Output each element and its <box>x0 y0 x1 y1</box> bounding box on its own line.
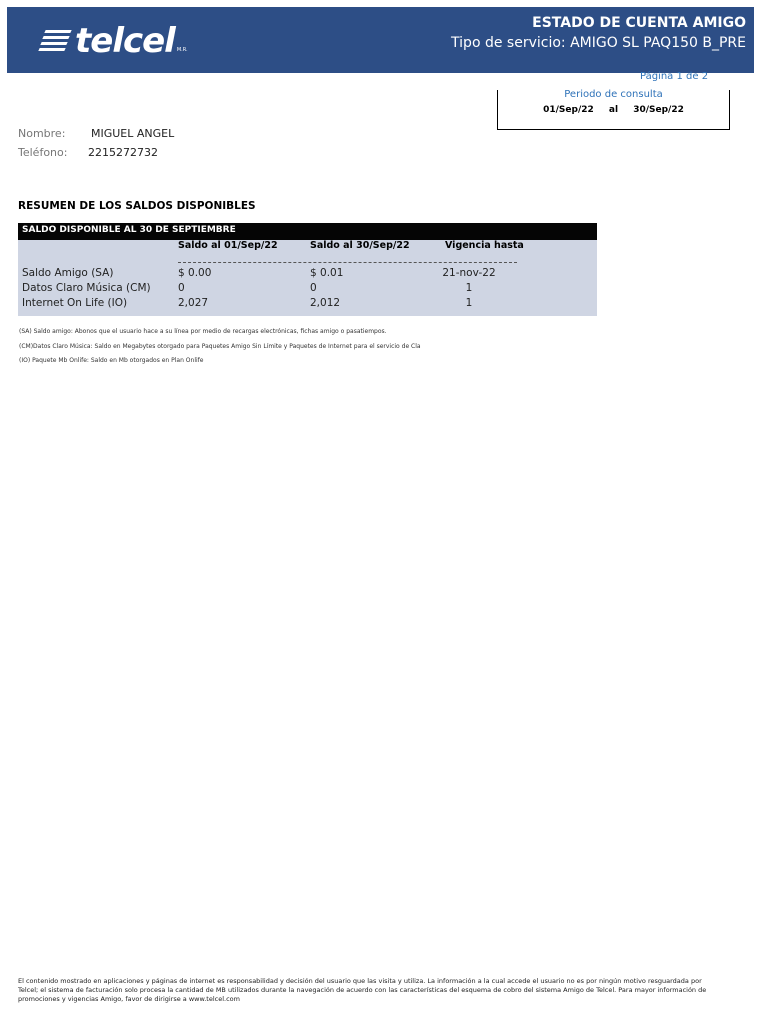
customer-phone: 2215272732 <box>88 146 158 159</box>
summary-title: RESUMEN DE LOS SALDOS DISPONIBLES <box>18 200 256 212</box>
telcel-logo-icon <box>37 28 73 54</box>
period-from: 01/Sep/22 <box>543 105 594 115</box>
row-start-balance: $ 0.00 <box>178 267 212 279</box>
column-header-start: Saldo al 01/Sep/22 <box>178 240 278 251</box>
row-valid-until: 1 <box>465 297 473 309</box>
row-label: Datos Claro Música (CM) <box>22 282 151 294</box>
column-header-valid: Vigencia hasta <box>445 240 524 251</box>
logo-wordmark: telcel <box>75 21 175 61</box>
row-valid-until: 1 <box>465 282 473 294</box>
row-start-balance: 0 <box>178 282 185 294</box>
balance-table <box>18 223 597 316</box>
row-end-balance: 0 <box>310 282 317 294</box>
row-start-balance: 2,027 <box>178 297 209 309</box>
row-valid-until: 21-nov-22 <box>442 267 496 279</box>
row-end-balance: 2,012 <box>310 297 341 309</box>
footnote-cm: (CM)Datos Claro Música: Saldo en Megabytes otorgado para Paquetes Amigo Sin Límite y Paquetes de Internet para el servicio de Cla <box>19 343 421 350</box>
period-dates <box>498 105 729 115</box>
page-number: Página 1 de 2 <box>640 71 709 82</box>
document-title: ESTADO DE CUENTA AMIGO <box>532 15 746 31</box>
row-label: Internet On Life (IO) <box>22 297 128 309</box>
query-period-box <box>497 90 730 130</box>
balance-table-title: SALDO DISPONIBLE AL 30 DE SEPTIEMBRE <box>22 225 236 235</box>
customer-name: MIGUEL ANGEL <box>91 127 175 140</box>
column-header-end: Saldo al 30/Sep/22 <box>310 240 410 251</box>
service-type: Tipo de servicio: AMIGO SL PAQ150 B_PRE <box>451 35 746 51</box>
phone-label: Teléfono: <box>18 146 68 159</box>
period-to: 30/Sep/22 <box>633 105 684 115</box>
balance-table-header <box>18 223 597 240</box>
telcel-logo <box>37 21 188 61</box>
document-header <box>7 7 754 73</box>
row-end-balance: $ 0.01 <box>310 267 344 279</box>
period-label: Periodo de consulta <box>498 89 729 101</box>
logo-registered-mark: M.R. <box>176 47 188 53</box>
footnote-sa: (SA) Saldo amigo: Abonos que el usuario hace a su línea por medio de recargas electrónicas, fichas amigo o pasatiempos. <box>19 328 387 335</box>
header-divider <box>178 262 517 263</box>
row-label: Saldo Amigo (SA) <box>22 267 114 279</box>
footnote-io: (IO) Paquete Mb Onlife: Saldo en Mb otorgados en Plan Onlife <box>19 357 204 364</box>
name-label: Nombre: <box>18 127 66 140</box>
period-separator: al <box>608 105 619 115</box>
legal-disclaimer: El contenido mostrado en aplicaciones y páginas de internet es responsabilidad y decisión del usuario que las visita y utiliza. La información a la cual accede el usuario no es por ningún motivo resguardada por Telcel; el sistema de facturación solo procesa la cantidad de MB utilizados durante la navegación de acuerdo con las características del esquema de cobro del sistema Amigo de Telcel. Para mayor información de promociones y vigencias Amigo, favor de dirigirse a www.telcel.com <box>18 977 707 1003</box>
